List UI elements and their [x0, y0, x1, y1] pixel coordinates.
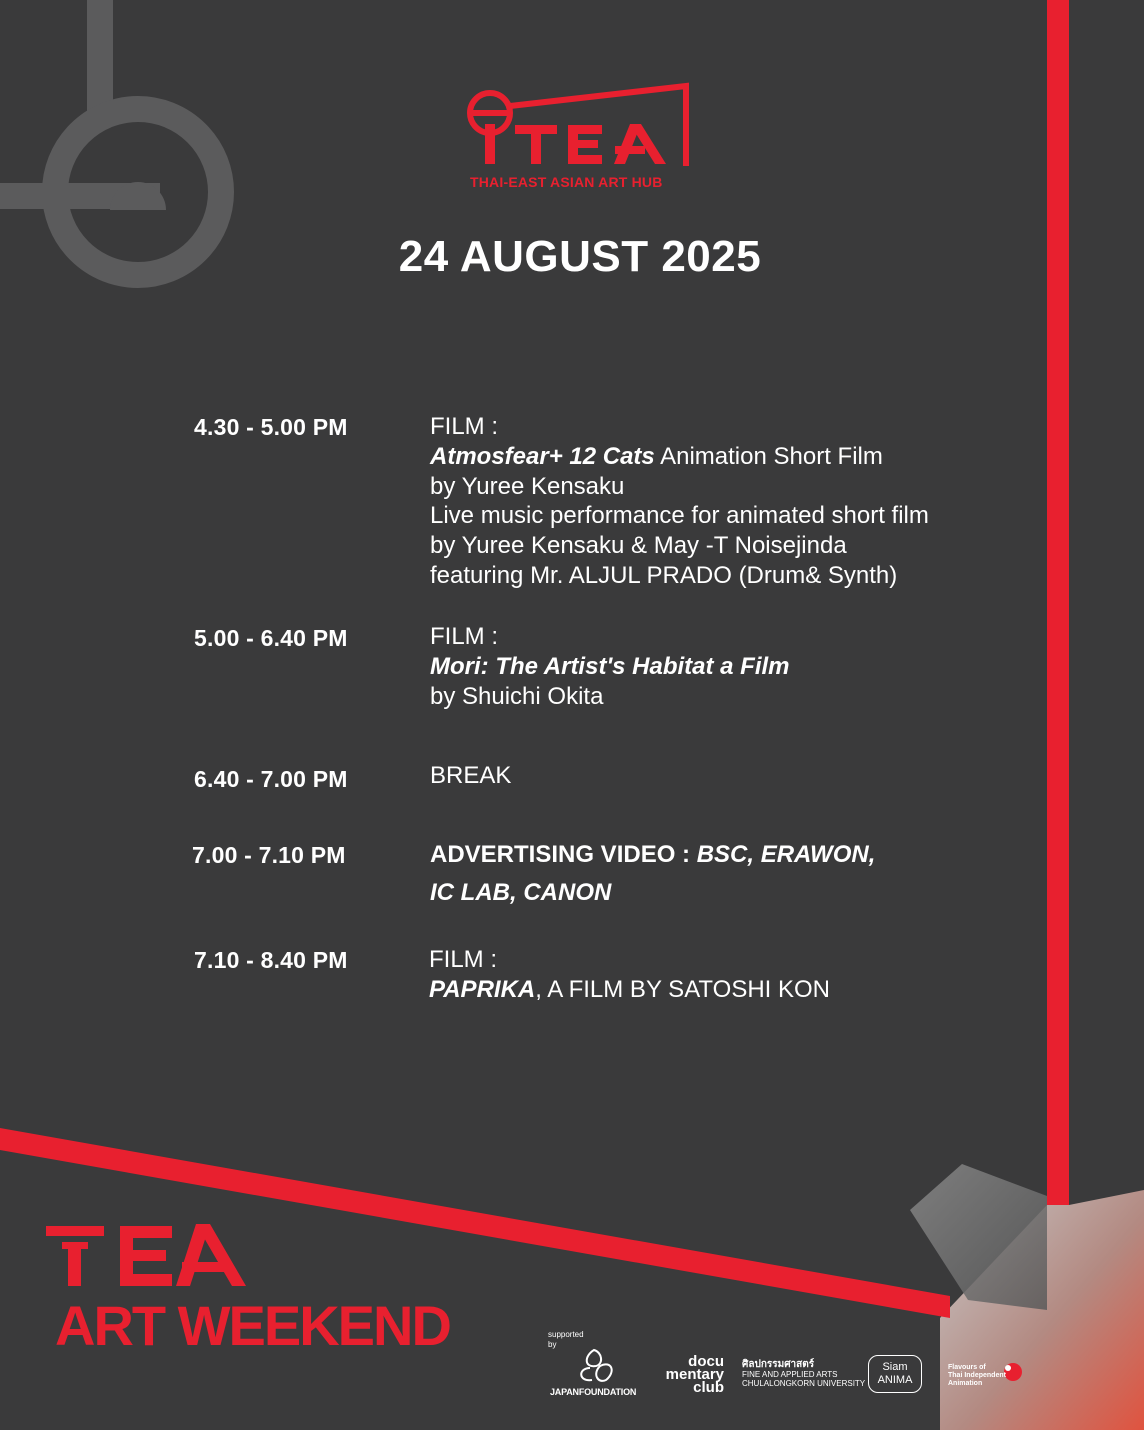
japan-foundation-logo: JAPANFOUNDATION	[550, 1387, 637, 1397]
event-description	[430, 412, 929, 591]
siam-anima-logo	[868, 1355, 922, 1393]
event-detail: Live music performance for animated short film	[430, 502, 929, 530]
flavours-line: Flavours of	[948, 1364, 986, 1371]
anima-text: ANIMA	[877, 1374, 913, 1386]
time-slot: 6.40 - 7.00 PM	[194, 766, 348, 792]
event-detail: by Yuree Kensaku & May -T Noisejinda	[430, 532, 847, 560]
event-category: BREAK	[430, 762, 512, 789]
event-description	[429, 945, 830, 1005]
docu-text: docu	[688, 1353, 724, 1370]
event-title-line	[430, 442, 929, 472]
event-description	[430, 761, 511, 791]
fine-arts-line1: FINE AND APPLIED ARTS	[742, 1370, 838, 1379]
fine-arts-logo	[742, 1360, 865, 1388]
advertiser-list: BSC, ERAWON,	[696, 841, 876, 868]
fine-arts-thai: ศิลปกรรมศาสตร์	[742, 1359, 815, 1370]
right-red-band	[1047, 0, 1069, 1205]
footer-title: ART WEEKEND	[55, 1294, 450, 1357]
documentary-club-logo	[640, 1355, 724, 1394]
event-detail: by Yuree Kensaku	[430, 472, 625, 500]
time-slot: 7.10 - 8.40 PM	[194, 947, 348, 973]
event-title-rest: Animation Short Film	[654, 442, 883, 470]
event-title: Mori: The Artist's Habitat a Film	[430, 652, 790, 680]
siam-text: Siam	[882, 1361, 908, 1373]
flavours-line: Thai Independent	[948, 1372, 1006, 1379]
event-title: PAPRIKA	[429, 975, 536, 1003]
event-detail: featuring Mr. ALJUL PRADO (Drum& Synth)	[430, 561, 898, 589]
time-slot: 5.00 - 6.40 PM	[194, 625, 348, 651]
footer-tea-logo	[46, 1224, 246, 1286]
event-date: 24 AUGUST 2025	[398, 232, 762, 281]
sponsor-label: supported by	[548, 1330, 584, 1349]
event-category: ADVERTISING VIDEO :	[430, 841, 697, 868]
time-slot: 7.00 - 7.10 PM	[192, 842, 346, 868]
event-detail: by Shuichi Okita	[430, 682, 604, 710]
advertiser-list: IC LAB, CANON	[430, 879, 612, 906]
event-category: FILM :	[430, 623, 499, 650]
mentary-text: mentary	[665, 1366, 724, 1383]
club-text: club	[693, 1379, 724, 1396]
event-category: FILM :	[430, 413, 499, 440]
time-slot: 4.30 - 5.00 PM	[194, 414, 348, 440]
logo-subtitle: THAI-EAST ASIAN ART HUB	[470, 174, 663, 190]
event-category: FILM :	[429, 946, 498, 973]
fine-arts-line2: CHULALONGKORN UNIVERSITY	[742, 1379, 866, 1388]
event-description	[430, 622, 790, 711]
event-description	[430, 836, 875, 912]
flavours-line: Animation	[948, 1380, 983, 1387]
japan-foundation-mark	[581, 1350, 611, 1381]
flavours-mark	[1004, 1363, 1022, 1381]
event-title: Atmosfear+ 12 Cats	[430, 442, 655, 470]
event-title-rest: , A FILM BY SATOSHI KON	[535, 975, 830, 1003]
diagonal-red-stripe	[0, 1128, 950, 1318]
flavours-logo	[948, 1364, 1006, 1388]
